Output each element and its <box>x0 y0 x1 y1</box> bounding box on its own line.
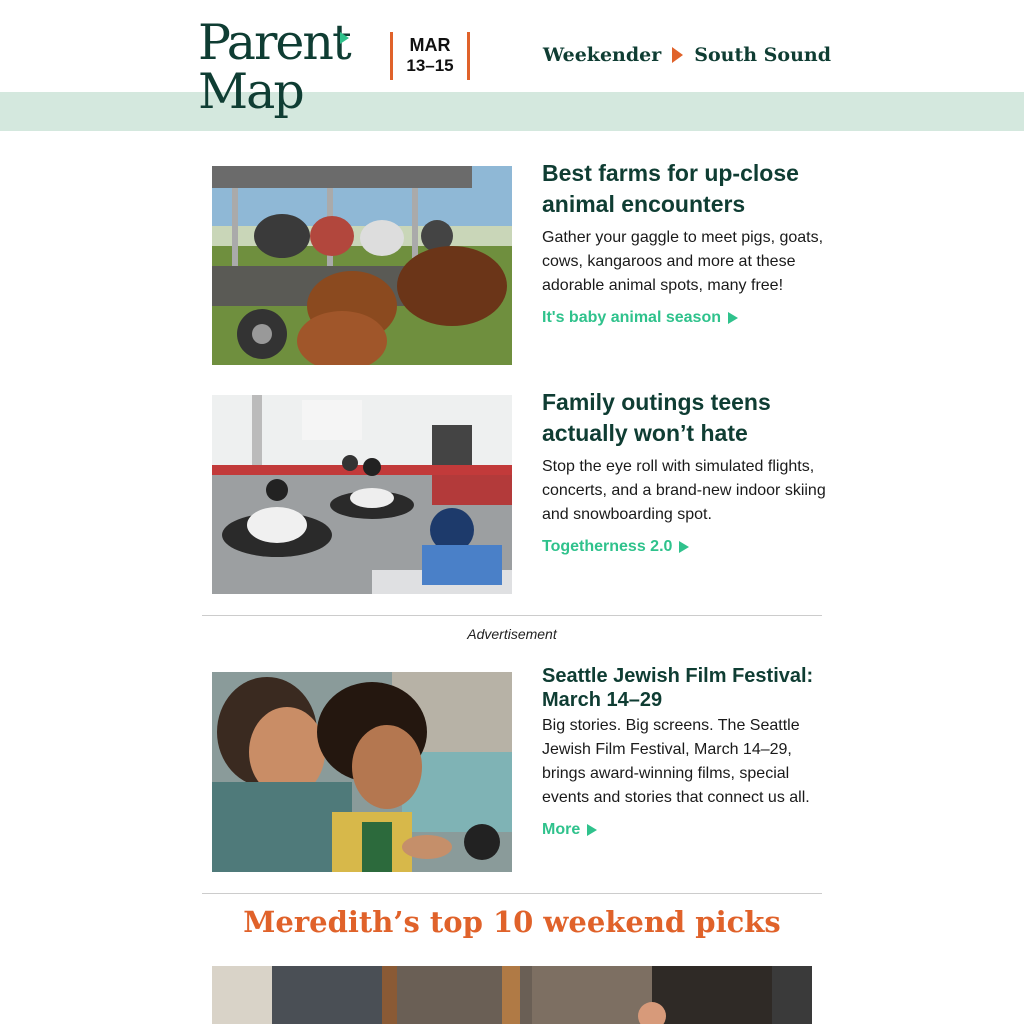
article-link[interactable] <box>542 309 738 327</box>
parentmap-logo[interactable] <box>198 14 358 120</box>
breadcrumb-south-sound[interactable]: South Sound <box>694 44 831 66</box>
article-link[interactable] <box>542 538 689 556</box>
logo-line-1: Parent <box>198 14 350 71</box>
ad-description: Big stories. Big screens. The Seattle Jewish Film Festival, March 14–29, brings award-winning films, special events and stories that connect us all. <box>542 717 810 806</box>
breadcrumb-weekender[interactable]: Weekender <box>542 44 662 66</box>
issue-month: MAR <box>409 35 451 55</box>
issue-date <box>390 32 470 80</box>
article-link-label: Togetherness 2.0 <box>542 538 673 555</box>
play-arrow-icon <box>728 312 738 324</box>
article-title[interactable]: Family outings teens actually won’t hate <box>542 389 771 446</box>
divider <box>202 893 822 894</box>
article-description: Stop the eye roll with simulated flights, concerts, and a brand-new indoor skiing and snowboarding spot. <box>542 458 826 523</box>
article-text-teens <box>542 387 827 556</box>
logo-flag-icon <box>340 32 349 44</box>
ad-text-film-festival <box>542 664 827 839</box>
article-description: Gather your gaggle to meet pigs, goats, cows, kangaroos and more at these adorable animal spots, many free! <box>542 229 824 294</box>
play-arrow-icon <box>587 824 597 836</box>
header <box>0 0 1024 120</box>
article-image-farms[interactable] <box>212 166 512 365</box>
header-band <box>0 92 1024 131</box>
ad-image-film-festival[interactable] <box>212 672 512 872</box>
ad-link[interactable] <box>542 821 597 839</box>
article-link-label: It's baby animal season <box>542 309 721 326</box>
article-image-teens[interactable] <box>212 395 512 594</box>
advertisement-label: Advertisement <box>467 626 557 642</box>
section-image[interactable] <box>212 966 812 1024</box>
section-title: Meredith’s top 10 weekend picks <box>243 905 781 939</box>
ad-link-label: More <box>542 821 581 838</box>
ad-title[interactable]: Seattle Jewish Film Festival: March 14–29 <box>542 665 814 711</box>
logo-line-2: Map <box>198 63 303 120</box>
breadcrumb <box>543 44 831 66</box>
play-arrow-icon <box>679 541 689 553</box>
article-text-farms <box>542 158 827 327</box>
divider <box>202 615 822 616</box>
issue-days: 13–15 <box>406 56 454 75</box>
article-title[interactable]: Best farms for up-close animal encounters <box>542 160 799 217</box>
breadcrumb-arrow-icon <box>672 47 683 63</box>
